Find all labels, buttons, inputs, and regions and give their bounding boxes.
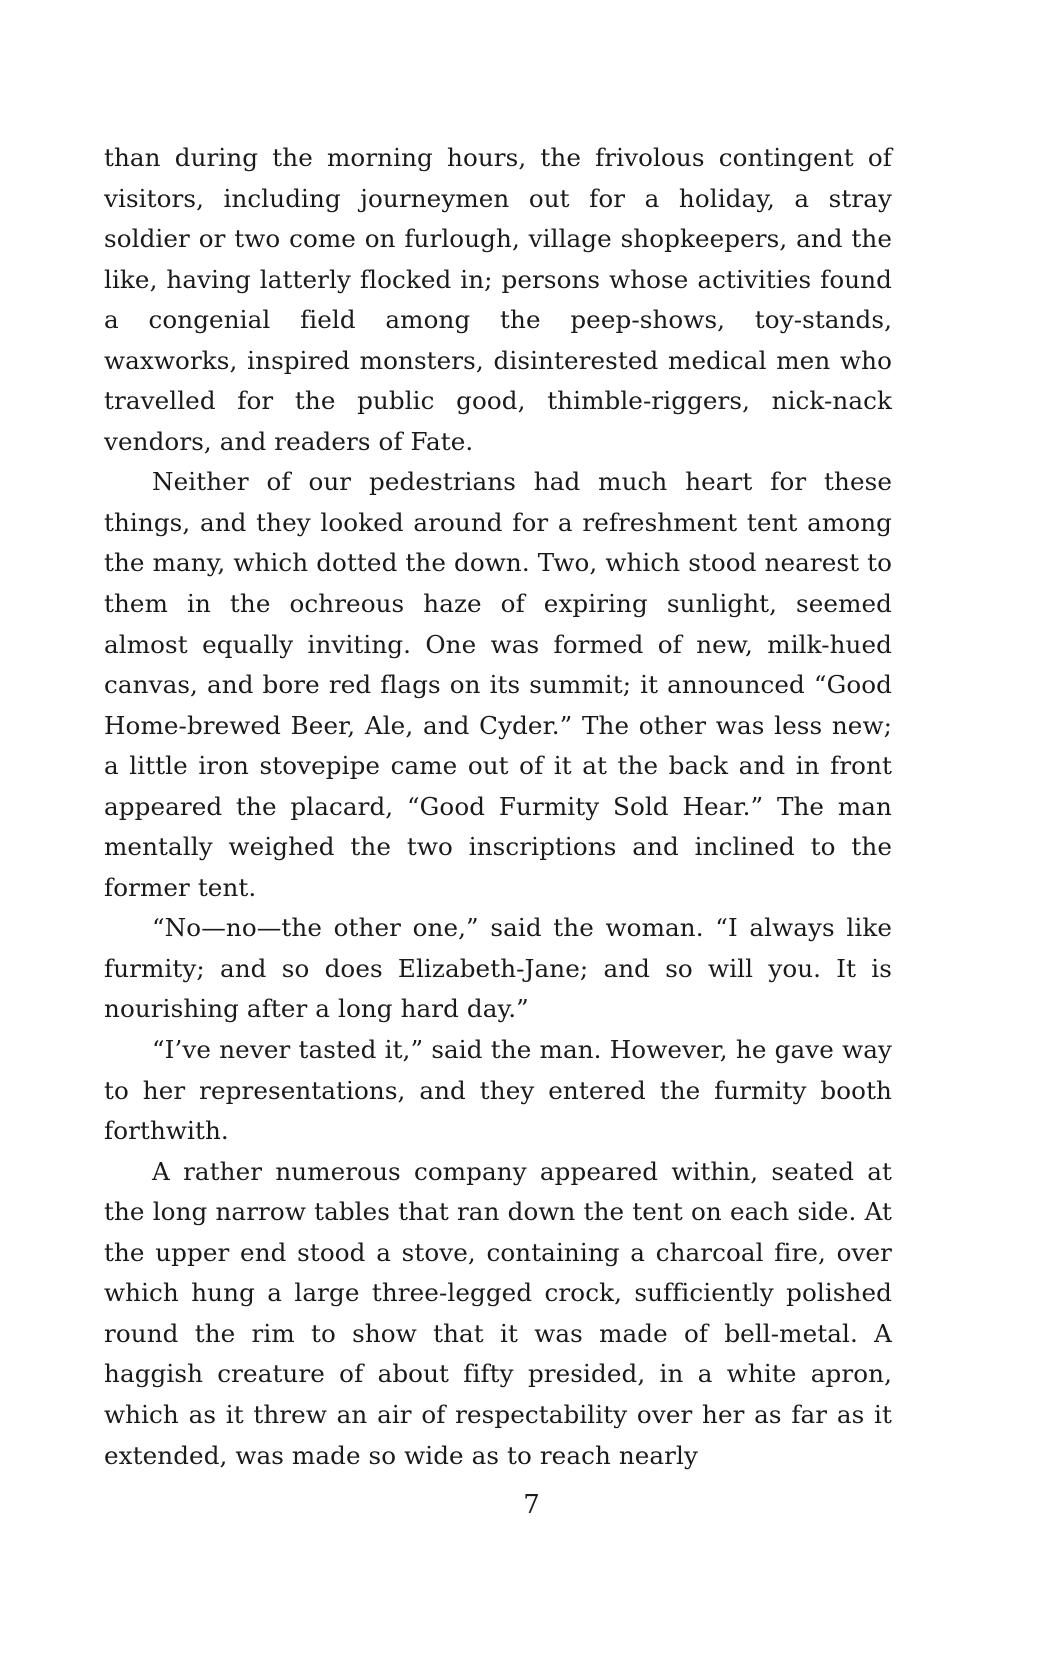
- paragraph: “I’ve never tasted it,” said the man. However, he gave way to her representations, and they entered the furmity booth forthwith.: [104, 1035, 892, 1146]
- paragraph: A rather numerous company appeared within, seated at the long narrow tables that ran down the tent on each side. At the upper end stood a stove, containing a charcoal fire, over which hung a large three-legged crock, sufficiently polished round the rim to show that it was made of bell-metal. A haggish creature of about fifty presided, in a white apron, which as it threw an air of respectability over her as far as it extended, was made so wide as to reach nearly: [104, 1156, 892, 1470]
- body-text: [104, 138, 892, 1476]
- page-number: 7: [523, 1490, 540, 1520]
- paragraph-continued: than during the morning hours, the frivolous contingent of visitors, including journeymen out for a holiday, a stray soldier or two come on furlough, village shopkeepers, and the like, having latterly flocked in; persons whose activities found a congenial field among the peep-shows, toy-stands, waxworks, inspired monsters, disinterested medical men who travelled for the public good, thimble-riggers, nick-nack vendors, and readers of Fate.: [104, 143, 892, 456]
- paragraph: Neither of our pedestrians had much heart for these things, and they looked around for a refreshment tent among the many, which dotted the down. Two, which stood nearest to them in the ochreous haze of expiring sunlight, seemed almost equally inviting. One was formed of new, milk-hued canvas, and bore red flags on its summit; it announced “Good Home-brewed Beer, Ale, and Cyder.” The other was less new; a little iron stovepipe came out of it at the back and in front appeared the placard, “Good Furmity Sold Hear.” The man mentally weighed the two inscriptions and inclined to the former tent.: [104, 467, 892, 902]
- paragraph: “No—no—the other one,” said the woman. “I always like furmity; and so does Elizabeth-Jane; and so will you. It is nourishing after a long hard day.”: [104, 913, 892, 1024]
